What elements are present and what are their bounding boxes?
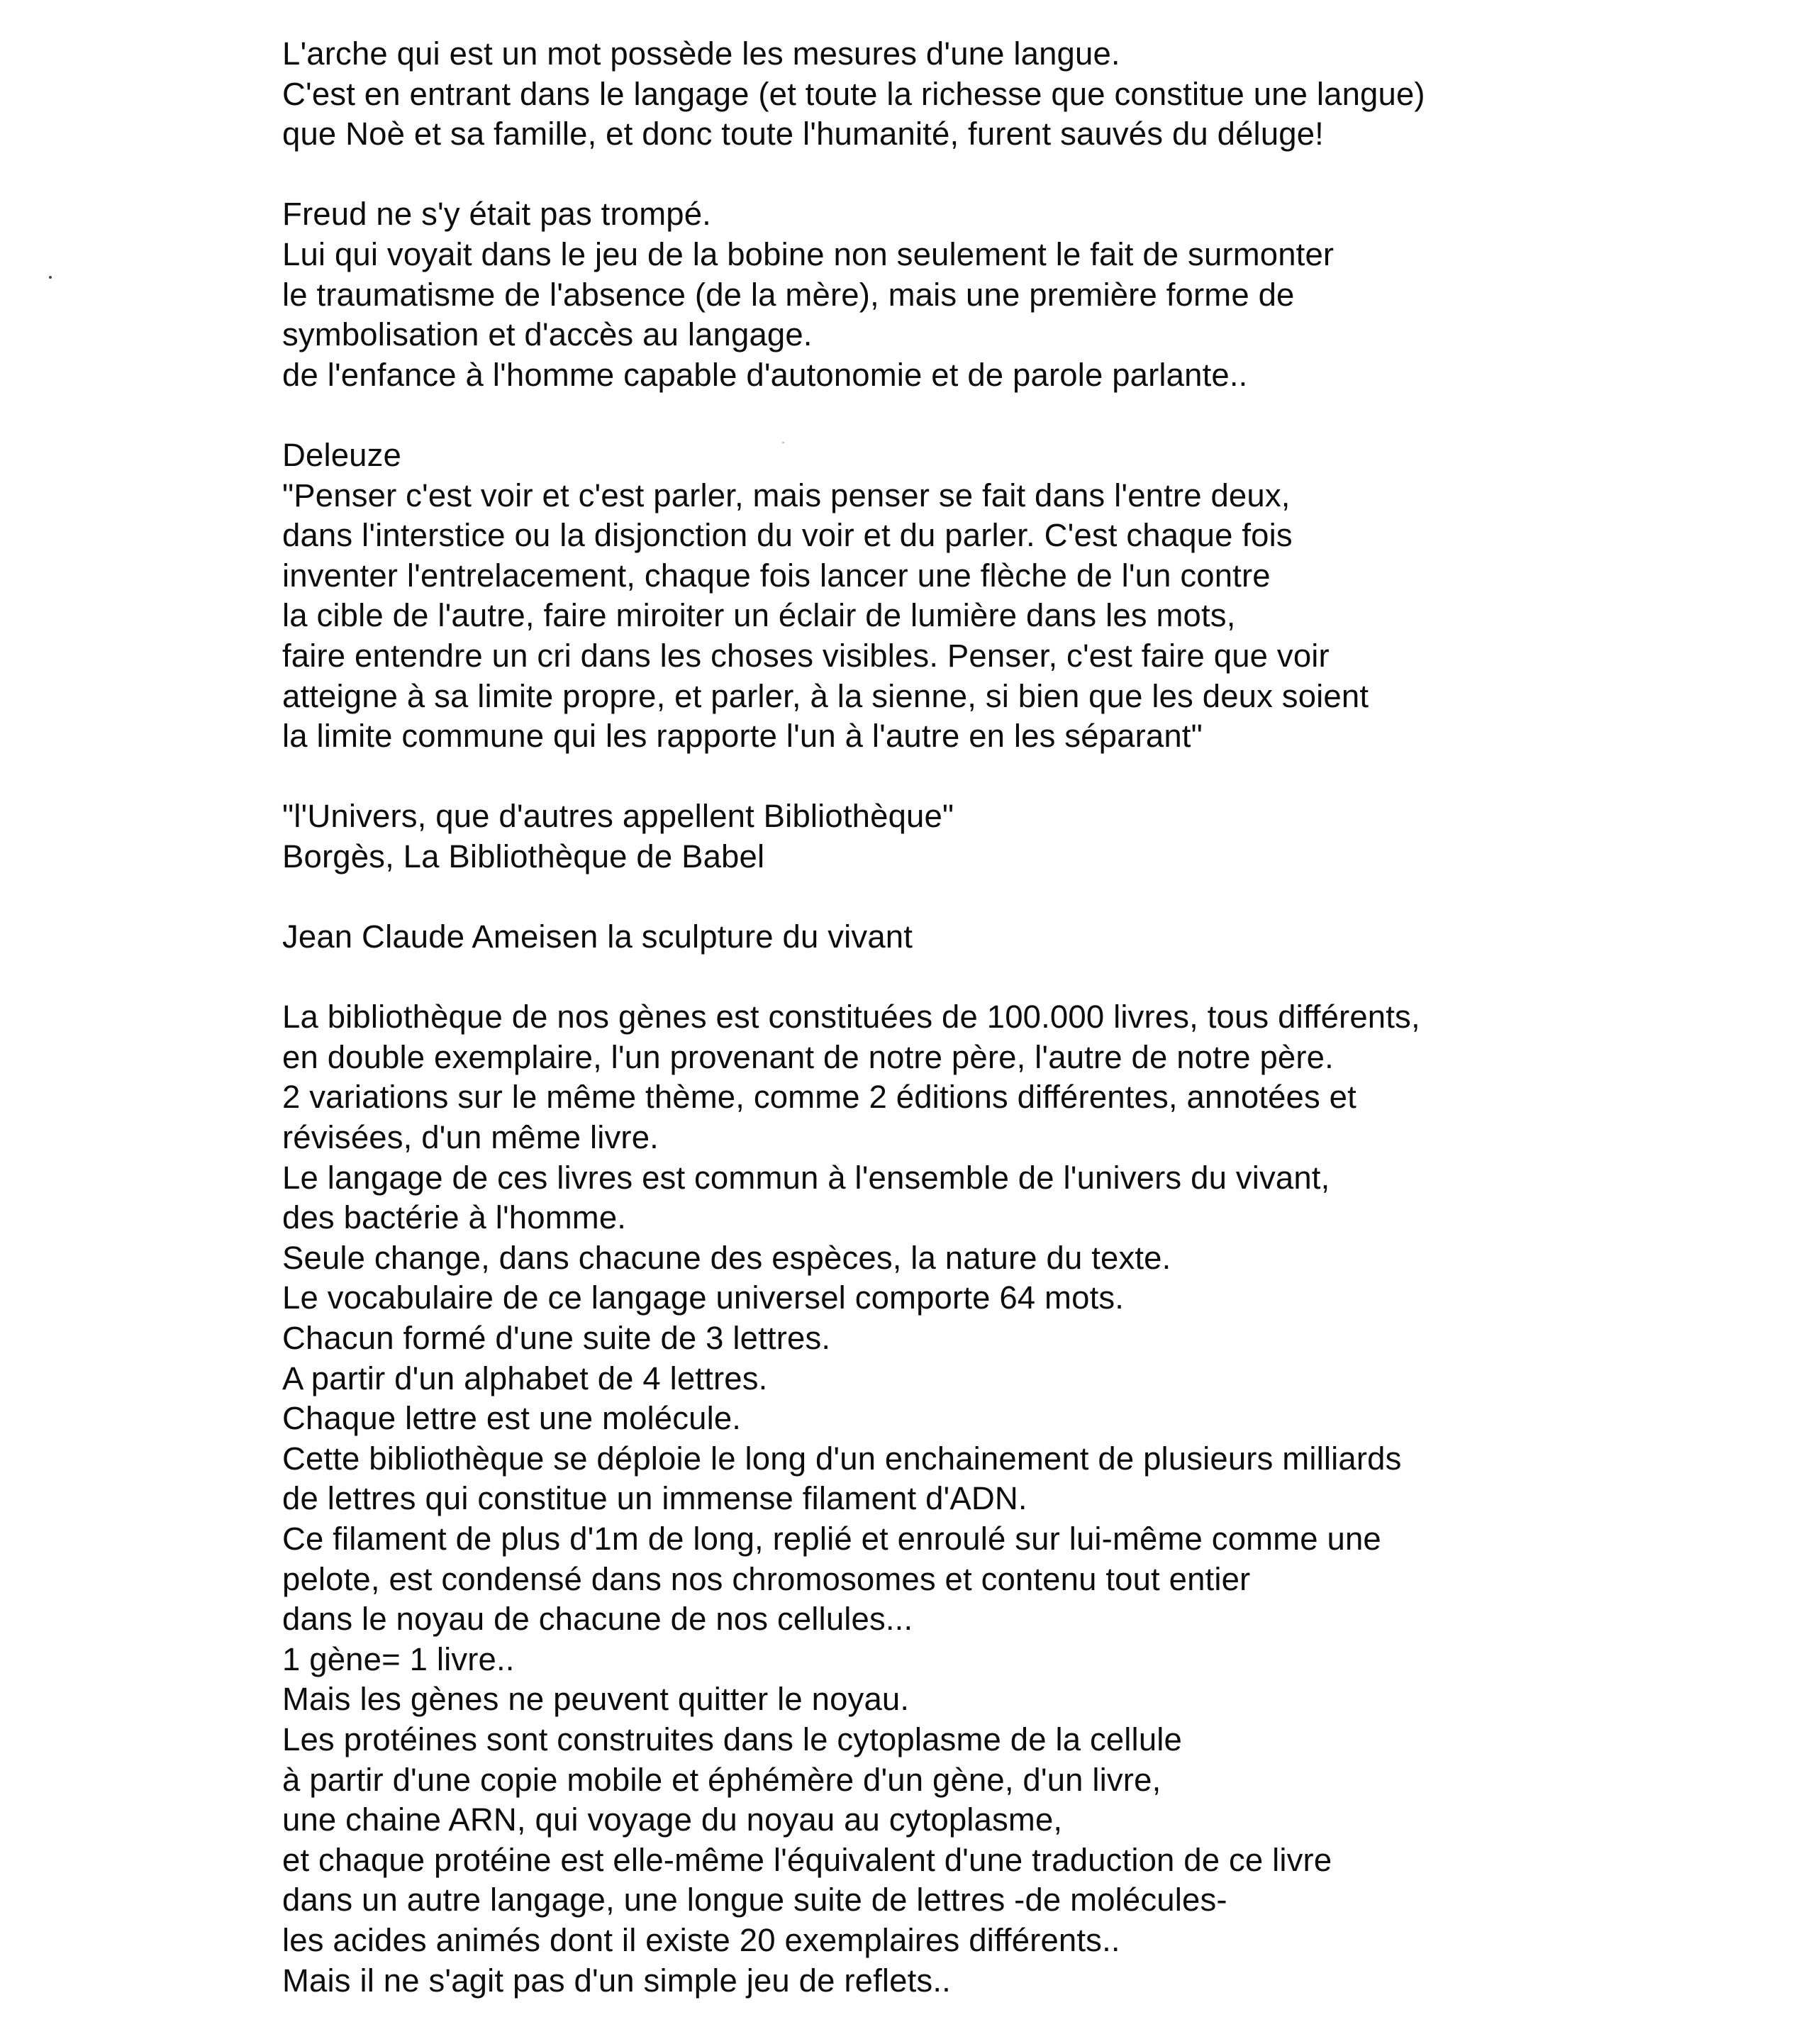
text-line: A partir d'un alphabet de 4 lettres. (282, 1360, 768, 1396)
text-line: que Noè et sa famille, et donc toute l'humanité, furent sauvés du déluge! (282, 116, 1324, 152)
text-line: inventer l'entrelacement, chaque fois lancer une flèche de l'un contre (282, 557, 1271, 594)
text-line: Jean Claude Ameisen la sculpture du vivant (282, 918, 913, 955)
paragraph-gap (282, 155, 1743, 195)
text-line: de l'enfance à l'homme capable d'autonomie et de parole parlante.. (282, 356, 1248, 393)
text-line: révisées, d'un même livre. (282, 1119, 659, 1156)
paragraph-gap (282, 757, 1743, 797)
text-line: Le langage de ces livres est commun à l'ensemble de l'univers du vivant, (282, 1159, 1330, 1196)
text-line: dans l'interstice ou la disjonction du voir et du parler. C'est chaque fois (282, 517, 1293, 554)
paragraph-freud (282, 194, 1743, 395)
paragraph-gap (282, 877, 1743, 917)
text-line: la cible de l'autre, faire miroiter un éclair de lumière dans les mots, (282, 597, 1236, 634)
text-line: Chacun formé d'une suite de 3 lettres. (282, 1320, 831, 1356)
text-line: les acides animés dont il existe 20 exemplaires différents.. (282, 1921, 1120, 1958)
text-line: Chaque lettre est une molécule. (282, 1400, 742, 1437)
paragraph-gap (282, 395, 1743, 435)
text-line: pelote, est condensé dans nos chromosomes et contenu tout entier (282, 1560, 1251, 1597)
text-line: La bibliothèque de nos gènes est constituées de 100.000 livres, tous différents, (282, 999, 1420, 1035)
text-line: "l'Univers, que d'autres appellent Bibliothèque" (282, 798, 954, 835)
paragraph-arche (282, 34, 1743, 155)
text-line: Le vocabulaire de ce langage universel comporte 64 mots. (282, 1279, 1125, 1316)
text-line: la limite commune qui les rapporte l'un à l'autre en les séparant" (282, 718, 1203, 755)
text-line: dans le noyau de chacune de nos cellules... (282, 1601, 913, 1638)
text-line: atteigne à sa limite propre, et parler, à la sienne, si bien que les deux soient (282, 677, 1369, 714)
text-line: le traumatisme de l'absence (de la mère), mais une première forme de (282, 276, 1295, 313)
scan-speck (49, 276, 52, 279)
paragraph-ameisen (282, 917, 1743, 957)
text-line: 2 variations sur le même thème, comme 2 éditions différentes, annotées et (282, 1079, 1356, 1116)
text-line: Ce filament de plus d'1m de long, replié et enroulé sur lui-même comme une (282, 1520, 1381, 1557)
text-line: des bactérie à l'homme. (282, 1199, 627, 1236)
text-line: faire entendre un cri dans les choses visibles. Penser, c'est faire que voir (282, 637, 1330, 674)
text-line: C'est en entrant dans le langage (et toute la richesse que constitue une langue) (282, 75, 1425, 112)
text-line: Les protéines sont construites dans le cytoplasme de la cellule (282, 1721, 1182, 1757)
text-line: L'arche qui est un mot possède les mesures d'une langue. (282, 35, 1120, 72)
text-line: symbolisation et d'accès au langage. (282, 316, 813, 353)
text-line: à partir d'une copie mobile et éphémère d'un gène, d'un livre, (282, 1761, 1161, 1798)
paragraph-gap (282, 957, 1743, 998)
text-line: dans un autre langage, une longue suite de lettres -de molécules- (282, 1882, 1227, 1918)
text-line: Lui qui voyait dans le jeu de la bobine non seulement le fait de surmonter (282, 235, 1335, 272)
paragraph-borges (282, 796, 1743, 877)
paragraph-bibliotheque (282, 997, 1743, 2001)
document-text (282, 34, 1743, 2001)
text-line: Cette bibliothèque se déploie le long d'un enchainement de plusieurs milliards (282, 1440, 1402, 1477)
text-line: Mais les gènes ne peuvent quitter le noyau. (282, 1681, 910, 1718)
text-line: Mais il ne s'agit pas d'un simple jeu de reflets.. (282, 1962, 951, 1999)
text-line: 1 gène= 1 livre.. (282, 1640, 515, 1677)
text-line: de lettres qui constitue un immense filament d'ADN. (282, 1480, 1027, 1517)
paragraph-deleuze (282, 435, 1743, 757)
text-line: Freud ne s'y était pas trompé. (282, 196, 711, 233)
text-line: Seule change, dans chacune des espèces, la nature du texte. (282, 1239, 1171, 1276)
text-line: Deleuze (282, 436, 401, 473)
text-line: et chaque protéine est elle-même l'équivalent d'une traduction de ce livre (282, 1841, 1332, 1878)
text-line: une chaine ARN, qui voyage du noyau au cytoplasme, (282, 1801, 1063, 1838)
text-line: Borgès, La Bibliothèque de Babel (282, 838, 765, 874)
text-line: "Penser c'est voir et c'est parler, mais penser se fait dans l'entre deux, (282, 477, 1291, 513)
text-line: en double exemplaire, l'un provenant de notre père, l'autre de notre père. (282, 1038, 1334, 1075)
